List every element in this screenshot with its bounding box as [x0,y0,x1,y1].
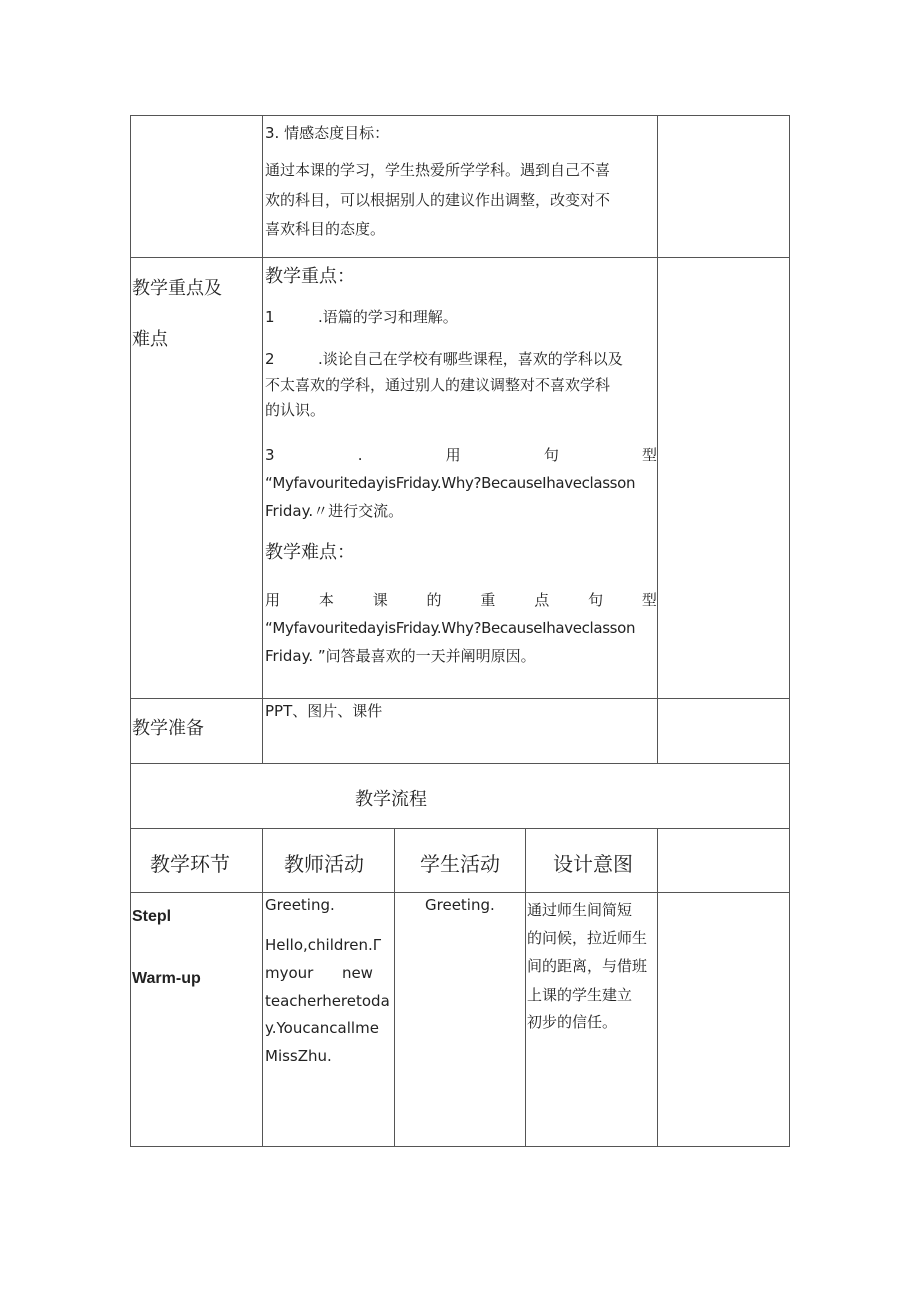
justified-token: 型 [641,446,657,464]
focus-item-number: 1 [265,308,275,326]
table-border [130,1146,790,1147]
sentence-pattern: Friday. ”问答最喜欢的一天并阐明原因。 [265,647,536,665]
table-border [130,828,790,829]
student-activity: Greeting. [425,896,495,914]
design-intent-line: 通过师生间简短 [527,901,633,919]
justified-token: 的 [426,591,442,609]
justified-token: 本 [318,591,334,609]
justified-token: 用 [265,591,281,609]
step-name: Warm-up [132,970,201,987]
focus-item-text: .语篇的学习和理解。 [318,308,458,326]
table-border [130,763,790,764]
table-border [657,115,658,764]
focus-item-text: .谈论自己在学校有哪些课程，喜欢的学科以及 [318,350,623,368]
focus-item-number: 2 [265,350,275,368]
column-header: 学生活动 [420,852,500,876]
difficulty-heading: 教学难点： [265,542,355,563]
goals-line: 通过本课的学习，学生热爱所学学科。遇到自己不喜 [265,161,611,179]
step-name: Stepl [132,908,172,925]
table-border [525,828,526,1147]
teacher-activity-line: Hello,children.Γ [265,936,382,954]
justified-token: 3 [265,446,275,464]
column-header: 教学环节 [150,852,230,876]
teacher-activity-line: myour new [265,964,373,982]
table-border [262,828,263,1147]
teacher-activity-line: MissZhu. [265,1047,332,1065]
table-border [789,115,790,1147]
goals-line: 喜欢科目的态度。 [265,220,386,238]
table-border [130,115,790,116]
focus-item-text: 不太喜欢的学科，通过别人的建议调整对不喜欢学科 [265,376,611,394]
sentence-pattern: “MyfavouritedayisFriday.Why?BecauseIhaveclasson [265,619,636,637]
teacher-activity-line: teacherheretoda [265,992,390,1010]
column-header: 设计意图 [553,852,633,876]
preparation-value: PPT、图片、课件 [265,702,383,720]
focus-item-text: 的认识。 [265,401,326,419]
table-border [657,828,658,1147]
design-intent-line: 间的距离，与借班 [527,957,648,975]
design-intent-line: 的问候，拉近师生 [527,929,648,947]
key-points-label: 难点 [132,329,168,350]
table-border [130,698,790,699]
goals-heading: 3. 情感态度目标： [265,124,390,142]
justified-token: 句 [588,591,604,609]
preparation-label: 教学准备 [132,718,204,739]
design-intent-line: 上课的学生建立 [527,986,633,1004]
justified-token: 句 [543,446,559,464]
table-border [130,115,131,1147]
difficulty-line [265,585,657,615]
key-points-label: 教学重点及 [132,278,222,299]
design-intent-line: 初步的信任。 [527,1013,618,1031]
table-border [394,828,395,1147]
justified-token: 型 [641,591,657,609]
teacher-activity-line: Greeting. [265,896,335,914]
focus-heading: 教学重点： [265,266,355,287]
justified-token: 重 [480,591,496,609]
goals-line: 欢的科目，可以根据别人的建议作出调整，改变对不 [265,191,611,209]
column-header: 教师活动 [284,852,364,876]
focus-item-3-line [265,440,657,470]
teacher-activity-line: y.Youcancallme [265,1019,379,1037]
justified-token: 课 [372,591,388,609]
flow-title: 教学流程 [355,789,427,810]
sentence-pattern: Friday.〃进行交流。 [265,502,404,520]
justified-token: 用 [445,446,461,464]
justified-token: 点 [534,591,550,609]
table-border [262,115,263,764]
sentence-pattern: “MyfavouritedayisFriday.Why?BecauseIhaveclasson [265,474,636,492]
justified-token: . [357,446,363,464]
table-border [130,257,790,258]
